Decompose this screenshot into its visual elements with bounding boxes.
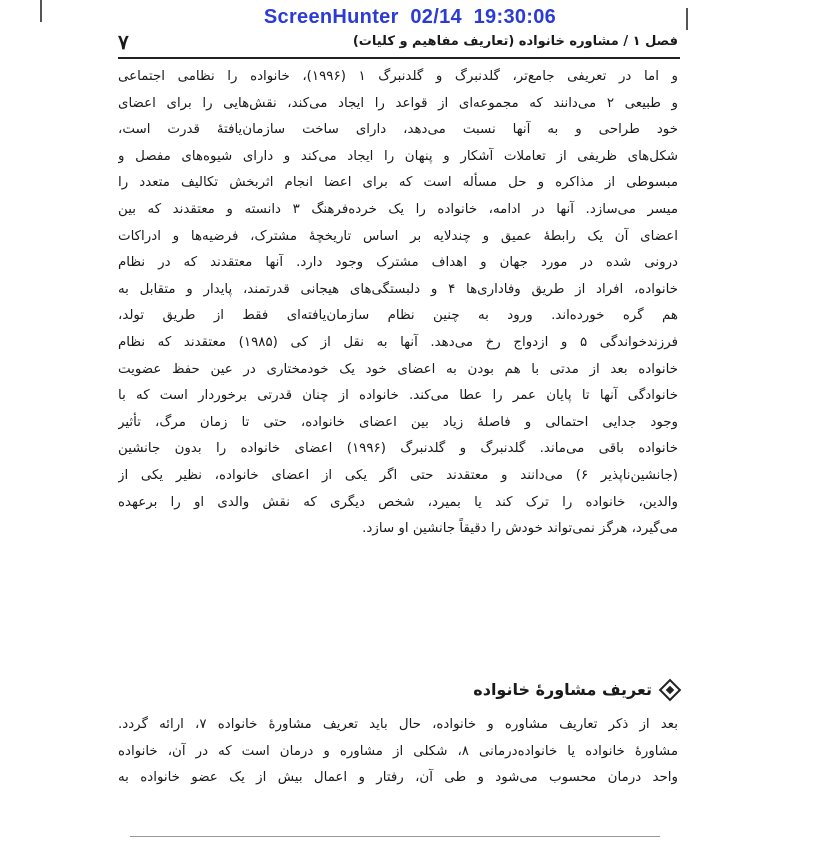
- diamond-bullet-icon: [659, 679, 682, 702]
- text-line: خانواده، افراد از طریق وفاداری‌ها ۴ و دلبستگی‌های هیجانی قدرتمند، پایدار و متقابل به: [118, 281, 678, 297]
- text-line: و اما در تعریفی جامع‌تر، گلدنبرگ و گلدنبرگ ۱ (۱۹۹۶)، خانواده را نظامی اجتماعی: [118, 69, 678, 84]
- text-line: وجود جدایی احتمالی و فاصلهٔ زیاد بین اعضای خانواده، حتی تا زمان مرگ، تأثیر: [118, 414, 678, 430]
- paragraph-family-counseling: [118, 712, 678, 792]
- page-header: [118, 30, 678, 56]
- text-line: خانواده بعد از مدتی با هم بودن به اعضای خود یک خودمختاری در عین حفظ عضویت: [118, 361, 678, 377]
- section-heading: [118, 678, 678, 702]
- text-line: واحد درمان محسوب می‌شود و طی آن، رفتار و اعمال بیش از یک عضو خانواده به: [118, 770, 678, 786]
- text-line: فرزندخواندگی ۵ و ازدواج رخ می‌دهد. آنها به نقل از کی (۱۹۸۵) معتقدند که نظام: [118, 334, 678, 350]
- text-line: می‌گیرد، هرگز نمی‌تواند خودش را دقیقاً جانشین او سازد.: [362, 521, 678, 537]
- text-line: هم گره خورده‌اند. ورود به چنین نظام سازمان‌یافته‌ای فقط از طریق تولد،: [118, 308, 678, 324]
- text-line: مشاورهٔ خانواده یا خانواده‌درمانی ۸، شکلی از مشاوره و درمان است که در آن، خانواده: [118, 743, 678, 759]
- paragraph-family-definition: [118, 64, 678, 543]
- text-line: خانوادگی آنها تا پایان عمر را عطا می‌کند. خانواده از چنان قدرتی برخوردار است که با: [118, 388, 678, 404]
- page-number: ۷: [118, 30, 129, 54]
- text-line: خود طراحی و به آنها نسبت می‌دهد، دارای ساخت سازمان‌یافتهٔ قدرت است،: [118, 122, 678, 138]
- text-line: میسر می‌سازد. آنها در ادامه، خانواده را یک خرده‌فرهنگ ۳ دانسته و معتقدند که بین: [118, 201, 678, 217]
- text-line: درونی شده در مورد جهان و اهداف مشترک وجود دارد. آنها معتقدند که در نظام: [118, 255, 678, 271]
- text-line: شکل‌های ظریفی از تعاملات آشکار و پنهان را ایجاد می‌کند و دارای شیوه‌های مفصل و: [118, 148, 678, 164]
- scan-edge-mark-right: [686, 8, 688, 30]
- text-line: (جانشین‌ناپذیر ۶) می‌دانند و معتقدند حتی اگر یکی از اعضای خانواده، نظیر یکی از: [118, 467, 678, 483]
- section-heading-text: تعریف مشاورهٔ خانواده: [473, 680, 652, 699]
- text-line: بعد از ذکر تعاریف مشاوره و خانواده، حال باید تعریف مشاورهٔ خانواده ۷، ارائه گردد.: [118, 717, 678, 732]
- chapter-title: فصل ۱ / مشاوره خانواده (تعاریف مفاهیم و کلیات): [352, 34, 678, 49]
- screenhunter-watermark: ScreenHunter 02/14 19:30:06: [263, 6, 557, 28]
- scan-bottom-edge: [130, 836, 660, 837]
- text-line: اعضای آن یک رابطهٔ عمیق و چندلایه بر اساس تاریخچهٔ مشترک، فرضیه‌ها و ادراکات: [118, 228, 678, 244]
- text-line: مبسوطی از مذاکره و حل مسأله است که برای اعضا انجام اثربخش تکالیف متعدد را: [118, 175, 678, 191]
- header-rule: [118, 57, 680, 59]
- text-line: خانواده باقی می‌ماند. گلدنبرگ و گلدنبرگ (۱۹۹۶) اعضای خانواده را بدون جانشین: [118, 441, 678, 457]
- scan-edge-mark-left: [40, 0, 42, 22]
- text-line: والدین، خانواده را ترک کند یا بمیرد، شخص دیگری که نقش والدی او را برعهده: [118, 494, 678, 510]
- text-line: و طبیعی ۲ می‌دانند که مجموعه‌ای از قواعد را ایجاد می‌کند، نقش‌هایی را برای اعضای: [118, 95, 678, 111]
